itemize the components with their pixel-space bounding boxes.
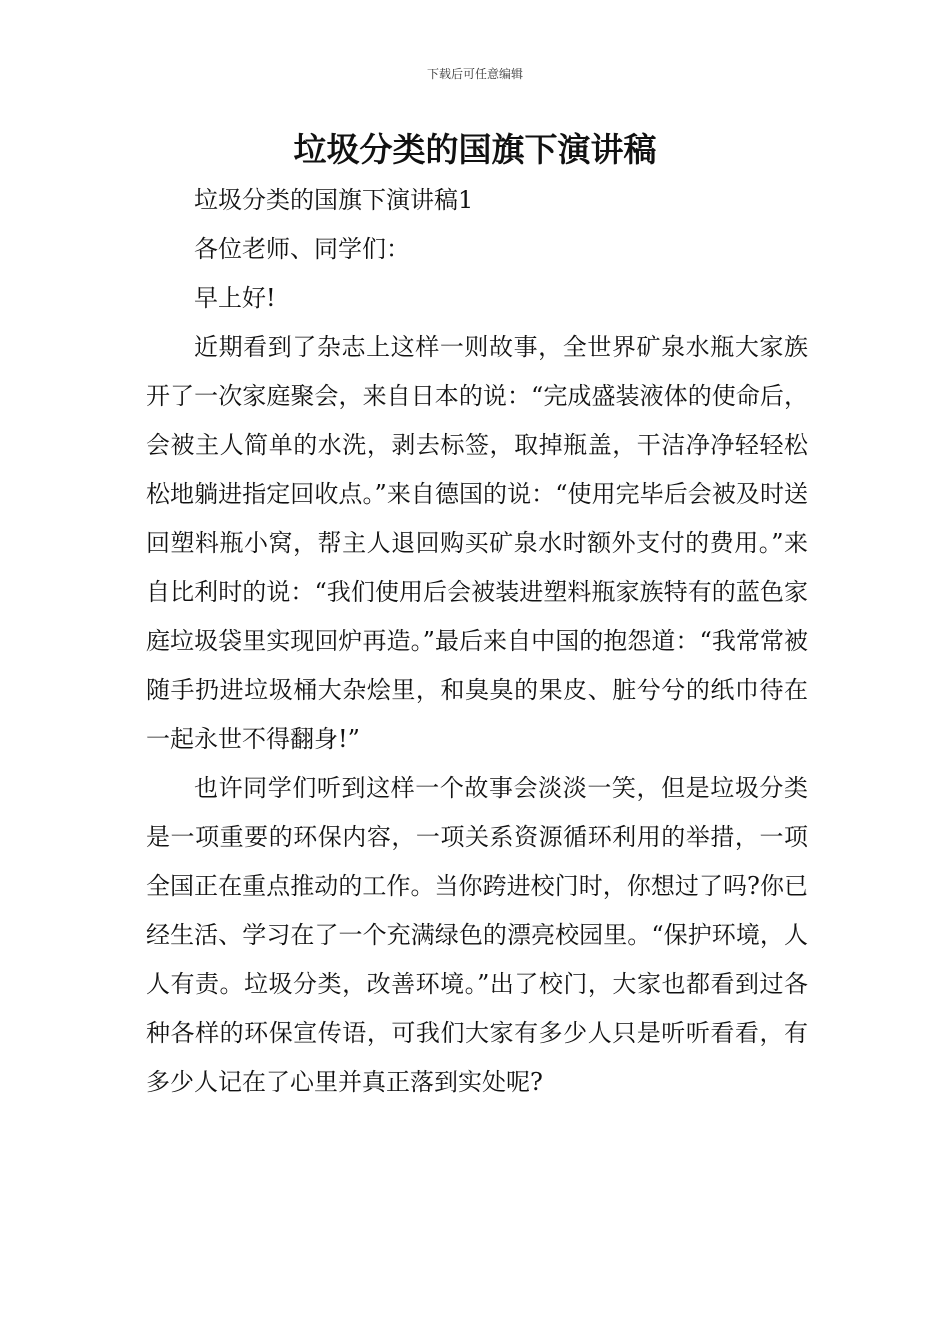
document-title: 垃圾分类的国旗下演讲稿	[293, 130, 657, 169]
greeting-paragraph: 各位老师、同学们：	[194, 235, 410, 263]
header-note: 下载后可任意编辑	[426, 67, 523, 81]
reflection-paragraph: 也许同学们听到这样一个故事会淡淡一笑，但是垃圾分类是一项重要的环保内容，一项关系资源循环利用的举措，一项全国正在重点推动的工作。当你跨进校门时，你想过了吗?你已经生活、学习在了一个充满绿色的漂亮校园里。“保护环境，人人有责。垃圾分类，改善环境。”出了校门，大家也都看到过各种各样的环保宣传语，可我们大家有多少人只是听听看看，有多少人记在了心里并真正落到实处呢?	[146, 774, 808, 1096]
morning-greeting-paragraph: 早上好!	[194, 284, 276, 312]
story-paragraph: 近期看到了杂志上这样一则故事，全世界矿泉水瓶大家族开了一次家庭聚会，来自日本的说：“完成盛装液体的使命后，会被主人简单的水洗，剥去标签，取掉瓶盖，干洁净净轻轻松松地躺进指定回收点。”来自德国的说：“使用完毕后会被及时送回塑料瓶小窝，帮主人退回购买矿泉水时额外支付的费用。”来自比利时的说：“我们使用后会被装进塑料瓶家族特有的蓝色家庭垃圾袋里实现回炉再造。”最后来自中国的抱怨道：“我常常被随手扔进垃圾桶大杂烩里，和臭臭的果皮、脏兮兮的纸巾待在一起永世不得翻身!”	[146, 333, 808, 753]
document-body	[146, 176, 808, 1107]
subtitle-paragraph: 垃圾分类的国旗下演讲稿1	[194, 186, 474, 214]
